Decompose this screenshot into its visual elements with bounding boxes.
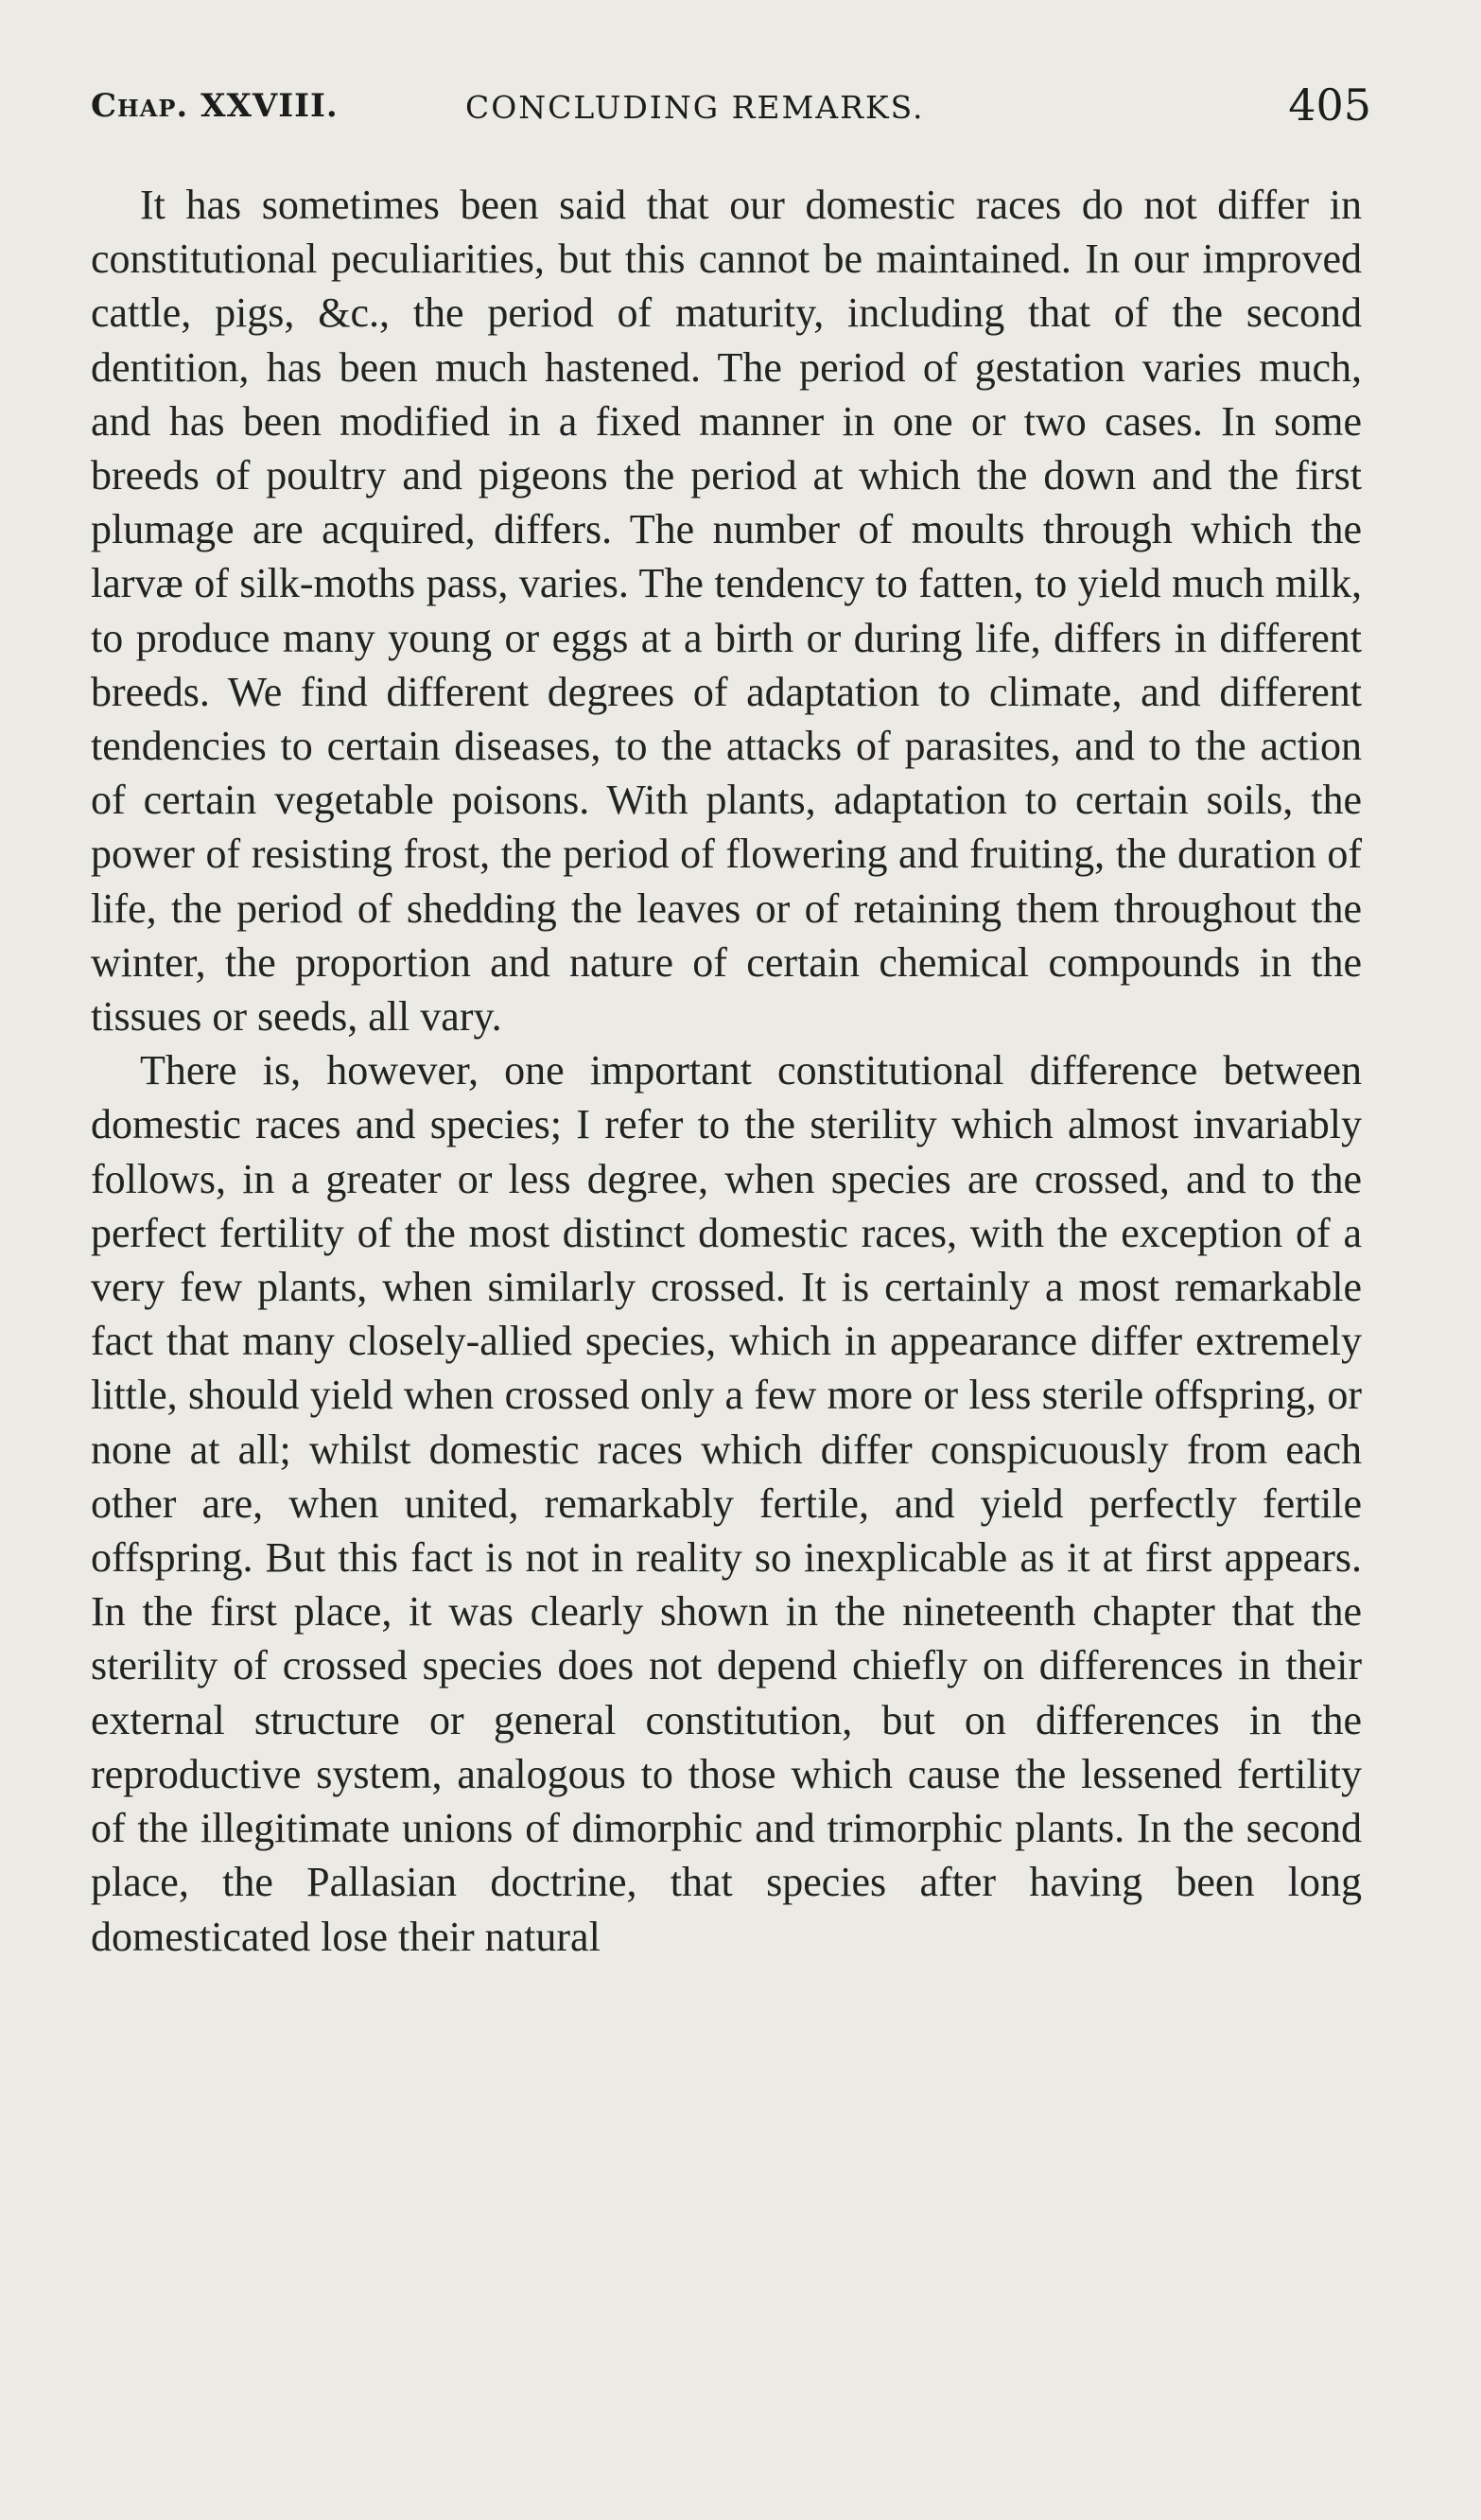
- chapter-title: CONCLUDING REMARKS.: [465, 89, 925, 126]
- chapter-label: Chap. XXVIII.: [91, 87, 339, 125]
- page-number: 405: [1288, 79, 1371, 131]
- running-head: [91, 79, 1371, 136]
- body-text: [91, 178, 1362, 1964]
- paragraph: It has sometimes been said that our domestic races do not differ in constitutional peculiarities, but this cannot be maintained. In our improved cattle, pigs, &c., the period of maturity, including that of the second dentition, has been much hastened. The period of gestation varies much, and has been modified in a fixed manner in one or two cases. In some breeds of poultry and pigeons the period at which the down and the first plumage are acquired, differs. The number of moults through which the larvæ of silk-moths pass, varies. The tendency to fatten, to yield much milk, to produce many young or eggs at a birth or during life, differs in different breeds. We find different degrees of adaptation to climate, and different tendencies to certain diseases, to the attacks of parasites, and to the action of certain vegetable poisons. With plants, adaptation to certain soils, the power of resisting frost, the period of flowering and fruiting, the duration of life, the period of shedding the leaves or of retaining them throughout the winter, the proportion and nature of certain chemical compounds in the tissues or seeds, all vary.: [91, 182, 1362, 1041]
- paragraph: There is, however, one important constitutional difference between domestic races and species; I refer to the sterility which almost invariably follows, in a greater or less degree, when species are crossed, and to the perfect fertility of the most distinct domestic races, with the exception of a very few plants, when similarly crossed. It is certainly a most remarkable fact that many closely-allied species, which in appearance differ extremely little, should yield when crossed only a few more or less sterile offspring, or none at all; whilst domestic races which differ conspicuously from each other are, when united, remarkably fertile, and yield perfectly fertile offspring. But this fact is not in reality so inexplicable as it at first appears. In the first place, it was clearly shown in the nineteenth chapter that the sterility of crossed species does not depend chiefly on differences in their external structure or general constitution, but on differences in the reproductive system, analogous to those which cause the lessened fertility of the illegitimate unions of dimorphic and trimorphic plants. In the second place, the Pallasian doctrine, that species after having been long domesticated lose their natural: [91, 1047, 1362, 1960]
